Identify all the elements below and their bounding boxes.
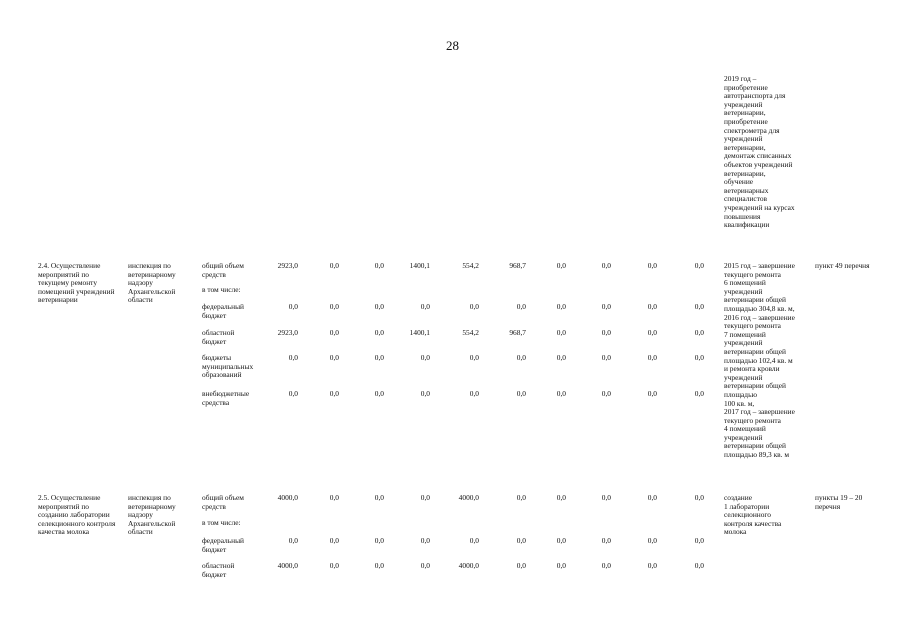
value-cell: 0,0 (374, 536, 384, 545)
value-cell: 0,0 (601, 493, 611, 502)
section-result: 2015 год – завершение текущего ремонта 6 помещений учреждений ветеринарии общей площадью 304,8 кв. м, 2016 год – завершение текущего ремонта 7 помещений учреждений ветеринарии общей площадью 102,4 кв. м и ремонта кровли учреждений ветеринарии общей площадью 100 кв. м, 2017 год – завершение текущего ремонта 4 помещений учреждений ветеринарии общей площадью 89,3 кв. м (724, 261, 795, 460)
header-result-note: 2019 год – приобретение автотранспорта для учреждений ветеринарии, приобретение спектрометра для учреждений ветеринарии, демонтаж списанных объектов учреждений ветеринарии, обучение ветеринарных специалистов учреждений на курсах повышения квалификации (724, 74, 795, 230)
value-cell: 0,0 (469, 353, 479, 362)
section-title: 2.5. Осуществление мероприятий по созданию лаборатории селекционного контроля качества молока (38, 493, 116, 537)
value-cell: 4000,0 (458, 493, 479, 502)
value-cell: 0,0 (469, 536, 479, 545)
value-cell: 0,0 (556, 328, 566, 337)
value-cell: 0,0 (601, 302, 611, 311)
source-label: в том числе: (202, 285, 241, 294)
value-cell: 0,0 (694, 302, 704, 311)
value-cell: 0,0 (420, 353, 430, 362)
value-cell: 0,0 (374, 261, 384, 270)
value-cell: 0,0 (694, 353, 704, 362)
value-cell: 0,0 (420, 302, 430, 311)
value-cell: 0,0 (516, 302, 526, 311)
page-number: 28 (446, 38, 459, 53)
section-title: 2.4. Осуществление мероприятий по текущему ремонту помещений учреждений ветеринарии (38, 261, 115, 305)
value-cell: 0,0 (288, 389, 298, 398)
value-cell: 0,0 (694, 561, 704, 570)
value-cell: 0,0 (556, 536, 566, 545)
value-cell: 0,0 (601, 328, 611, 337)
source-label: федеральный бюджет (202, 302, 244, 320)
value-cell: 0,0 (647, 493, 657, 502)
value-cell: 968,7 (509, 261, 526, 270)
value-cell: 0,0 (374, 328, 384, 337)
value-cell: 554,2 (462, 261, 479, 270)
value-cell: 0,0 (329, 353, 339, 362)
value-cell: 968,7 (509, 328, 526, 337)
value-cell: 0,0 (694, 493, 704, 502)
source-label: общий объем средств (202, 493, 244, 511)
value-cell: 0,0 (516, 561, 526, 570)
value-cell: 0,0 (516, 493, 526, 502)
value-cell: 0,0 (469, 302, 479, 311)
value-cell: 0,0 (469, 389, 479, 398)
value-cell: 0,0 (556, 261, 566, 270)
value-cell: 0,0 (374, 302, 384, 311)
value-cell: 4000,0 (458, 561, 479, 570)
value-cell: 0,0 (556, 561, 566, 570)
value-cell: 0,0 (288, 302, 298, 311)
source-label: общий объем средств (202, 261, 244, 279)
value-cell: 0,0 (694, 536, 704, 545)
source-label: областной бюджет (202, 561, 235, 579)
value-cell: 0,0 (374, 353, 384, 362)
value-cell: 2923,0 (277, 261, 298, 270)
value-cell: 0,0 (647, 353, 657, 362)
value-cell: 0,0 (329, 536, 339, 545)
value-cell: 0,0 (647, 561, 657, 570)
value-cell: 0,0 (556, 353, 566, 362)
value-cell: 0,0 (329, 261, 339, 270)
value-cell: 0,0 (647, 328, 657, 337)
value-cell: 4000,0 (277, 561, 298, 570)
value-cell: 0,0 (288, 353, 298, 362)
value-cell: 0,0 (374, 389, 384, 398)
section-reference: пункты 19 – 20 перечня (815, 493, 863, 511)
value-cell: 0,0 (647, 302, 657, 311)
section-reference: пункт 49 перечня (815, 261, 870, 270)
value-cell: 0,0 (329, 328, 339, 337)
value-cell: 0,0 (601, 389, 611, 398)
value-cell: 0,0 (556, 493, 566, 502)
value-cell: 1400,1 (409, 261, 430, 270)
value-cell: 0,0 (516, 353, 526, 362)
value-cell: 0,0 (647, 389, 657, 398)
value-cell: 0,0 (420, 389, 430, 398)
value-cell: 0,0 (556, 389, 566, 398)
value-cell: 0,0 (288, 536, 298, 545)
source-label: областной бюджет (202, 328, 235, 346)
value-cell: 2923,0 (277, 328, 298, 337)
value-cell: 0,0 (601, 261, 611, 270)
value-cell: 1400,1 (409, 328, 430, 337)
value-cell: 0,0 (601, 353, 611, 362)
value-cell: 0,0 (374, 561, 384, 570)
value-cell: 0,0 (420, 536, 430, 545)
section-executor: инспекция по ветеринарному надзору Архангельской области (128, 261, 176, 305)
value-cell: 0,0 (601, 536, 611, 545)
value-cell: 0,0 (329, 302, 339, 311)
value-cell: 0,0 (516, 389, 526, 398)
source-label: федеральный бюджет (202, 536, 244, 554)
value-cell: 0,0 (647, 261, 657, 270)
section-executor: инспекция по ветеринарному надзору Архангельской области (128, 493, 176, 537)
source-label: внебюджетные средства (202, 389, 250, 407)
source-label: в том числе: (202, 518, 241, 527)
value-cell: 0,0 (420, 561, 430, 570)
value-cell: 0,0 (694, 261, 704, 270)
value-cell: 0,0 (694, 389, 704, 398)
value-cell: 4000,0 (277, 493, 298, 502)
value-cell: 0,0 (516, 536, 526, 545)
value-cell: 0,0 (556, 302, 566, 311)
value-cell: 0,0 (329, 561, 339, 570)
value-cell: 0,0 (601, 561, 611, 570)
value-cell: 0,0 (694, 328, 704, 337)
value-cell: 0,0 (420, 493, 430, 502)
value-cell: 0,0 (329, 389, 339, 398)
source-label: бюджеты муниципальных образований (202, 353, 254, 380)
value-cell: 0,0 (329, 493, 339, 502)
section-result: создание 1 лаборатории селекционного контроля качества молока (724, 493, 782, 537)
value-cell: 554,2 (462, 328, 479, 337)
value-cell: 0,0 (374, 493, 384, 502)
value-cell: 0,0 (647, 536, 657, 545)
